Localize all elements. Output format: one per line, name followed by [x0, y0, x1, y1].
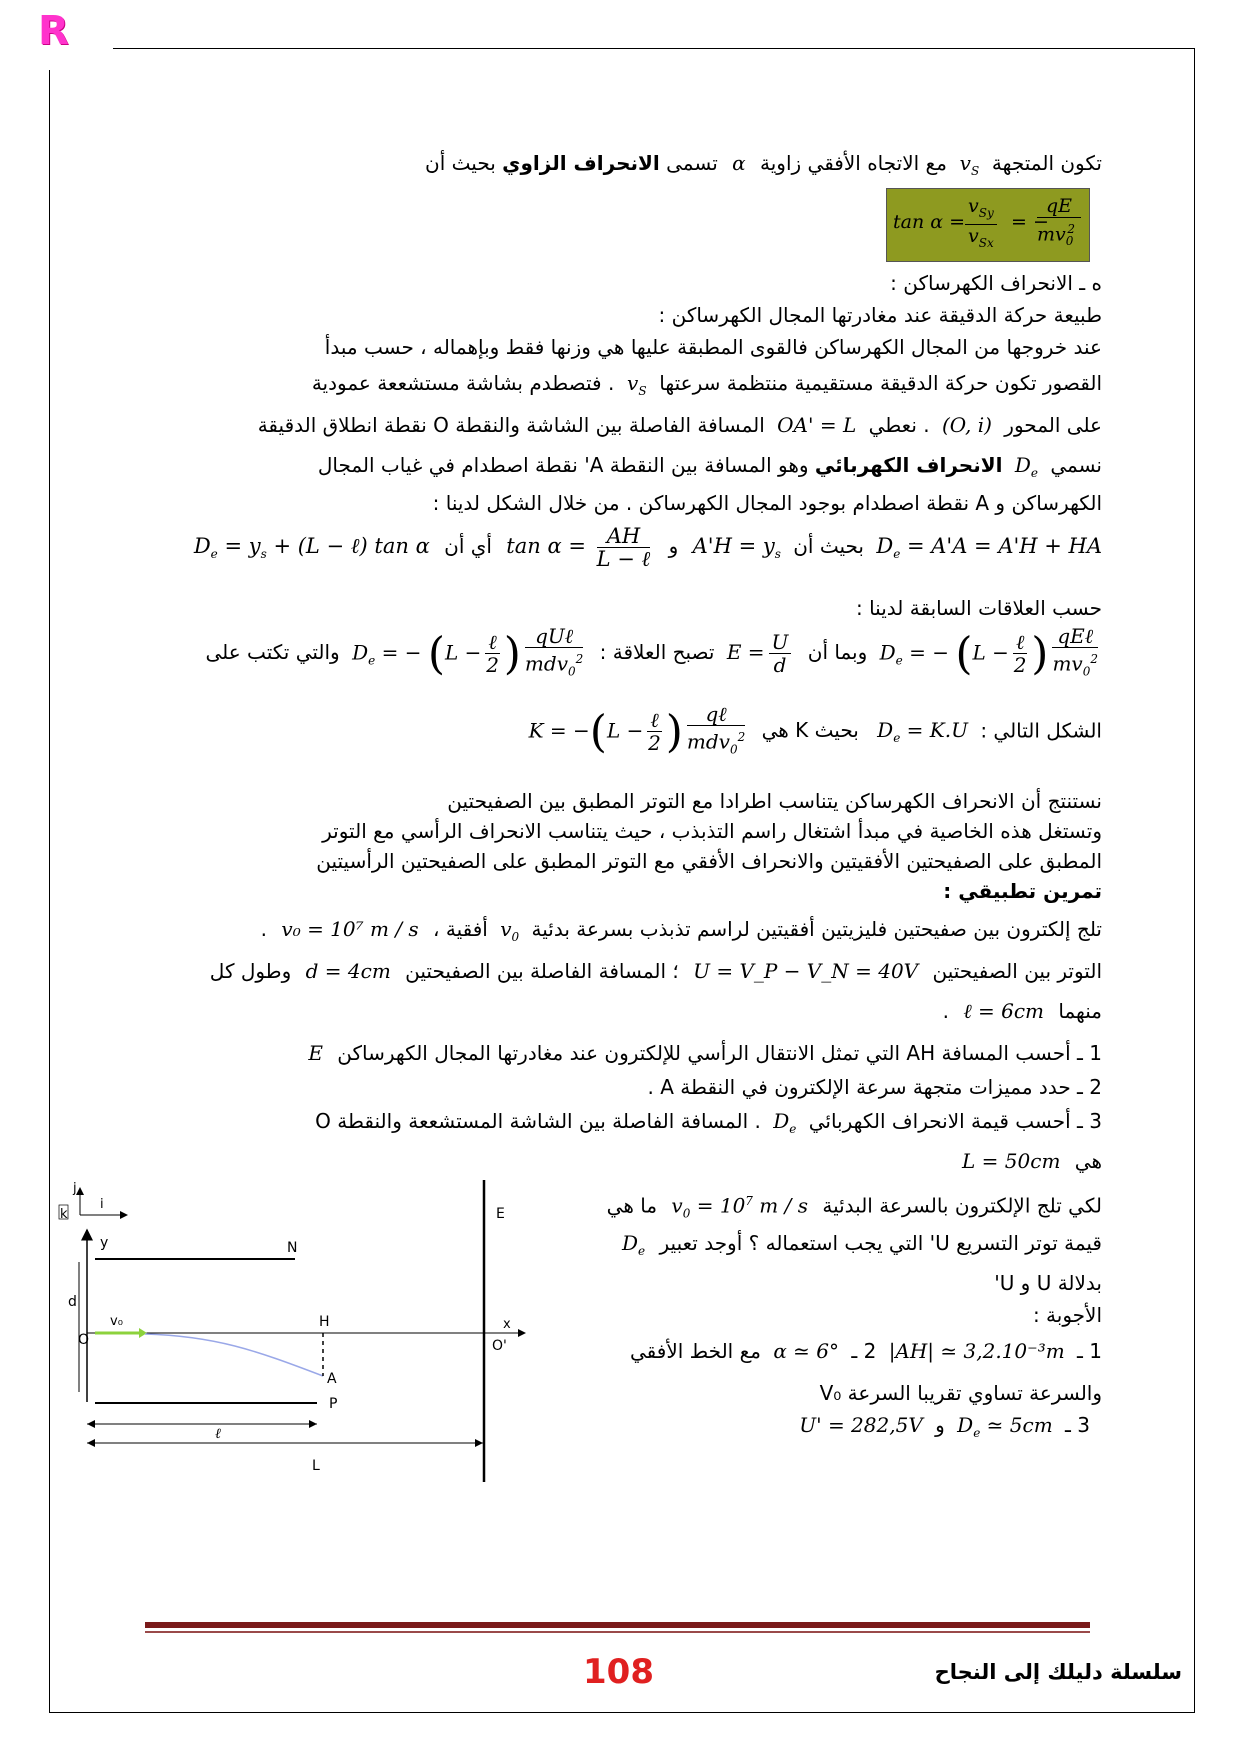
j-label: j [73, 1181, 77, 1196]
para-line-4: نسمي $D_e$ الانحراف الكهربائي وهو المسافة بين النقطة A' نقطة اصطدام في غياب المجال [317, 453, 1102, 480]
series-title: سلسلة دليلك إلى النجاح [934, 1660, 1182, 1684]
k-label: k [60, 1207, 68, 1222]
Oprime-label: O' [492, 1338, 507, 1354]
exercise-line-1: تلج إلكترون بين صفيحتين فليزيتين أفقيتين لراسم تذبذب بسرعة بدئية $v_0$ أفقية ، v₀ = 10⁷ m / s . [260, 917, 1102, 944]
E-label: E [496, 1206, 505, 1222]
relations-line: $D_e$ = − (L − $\frac{\text{ℓ}}{2}$ ) $\frac{\text{qEℓ}}{mv_0^2}$ وبما أن E = $\frac{U}{d}$ تصبح العلاقة : $D_e$ = − (L − $\frac{\text{ℓ}}{2}$ ) $\frac{\text{qUℓ}}{mdv_0^2}$ والتي تكتب على [205, 624, 1098, 680]
top-rule [113, 48, 1195, 49]
deflection-figure [55, 1170, 555, 1490]
answer-1: 1 ـ |AH| ≃ 3,2.10⁻³m 2 ـ α ≃ 6° مع الخط الأفقي [630, 1339, 1102, 1363]
nature-title: طبيعة حركة الدقيقة عند مغادرتها المجال الكهرساكن : [658, 303, 1102, 327]
para-line-1: عند خروجها من المجال الكهرساكن فالقوى المطبقة عليها هي وزنها فقط وبإهماله ، حسب مبدأ [324, 335, 1102, 359]
boxed-formula: tan α = $v_{Sy}$ $v_{Sx}$ = − $\frac{qE}{mv_0^2}$ [886, 188, 1090, 262]
exercise-line-3: منهما ℓ = 6cm . [942, 999, 1102, 1023]
answer-3: 3 ـ $D_e$ ≃ 5cm و U' = 282,5V [799, 1413, 1090, 1440]
i-label: i [100, 1197, 104, 1212]
conclusion-2: وتستغل هذه الخاصية في مبدأ اشتغال راسم التذبذب ، حيث يتناسب الانحراف الرأسي مع التوتر [322, 819, 1102, 843]
v0-label: v₀ [110, 1314, 123, 1329]
para-line-2: القصور تكون حركة الدقيقة مستقيمية منتظمة سرعتها $v_S$ . فتصطدم بشاشة مستشععة عمودية [311, 371, 1102, 398]
answers-title: الأجوبة : [1032, 1303, 1102, 1327]
exercise-title: تمرين تطبيقي : [943, 879, 1102, 903]
A-label: A [327, 1371, 337, 1387]
prev-relations: حسب العلاقات السابقة لدينا : [855, 596, 1102, 620]
conclusion-3: المطبق على الصفيحتين الأفقيتين والانحراف الأفقي مع التوتر المطبق على الصفيحتين الرأسيتين [316, 849, 1102, 873]
question-4c: بدلالة U و U' [994, 1271, 1102, 1295]
d-label: d [68, 1294, 77, 1310]
exercise-line-2: التوتر بين الصفيحتين U = V_P − V_N = 40V ؛ المسافة الفاصلة بين الصفيحتين d = 4cm وطول كل [209, 959, 1102, 983]
right-rule [1194, 48, 1195, 1713]
question-4: لكي تلج الإلكترون بالسرعة البدئية $v_0 = 10^7$ m / s ما هي [606, 1193, 1102, 1221]
left-rule [49, 70, 50, 1713]
para-line-5: الكهرساكن و A نقطة اصطدام بوجود المجال الكهرساكن . من خلال الشكل لدينا : [432, 491, 1102, 515]
question-3: 3 ـ أحسب قيمة الانحراف الكهربائي $D_e$ . المسافة الفاصلة بين الشاشة المستشععة والنقطة O [315, 1109, 1102, 1136]
question-4b: قيمة توتر التسريع U' التي يجب استعماله ؟ أوجد تعبير $D_e$ [622, 1231, 1102, 1258]
N-label: N [287, 1240, 298, 1256]
footer-rule [145, 1622, 1090, 1628]
equation-line: $D_e = A'A = A'H$ + HA بحيث أن $A'H = y_s$ و tan α = $\frac{AH}{\text{L − ℓ}}$ أي أن $D_e = y_s + (L$ − ℓ) tan α [193, 524, 1102, 571]
P-label: P [329, 1396, 338, 1412]
H-label: H [319, 1314, 330, 1330]
L-label: L [312, 1458, 320, 1474]
question-1: 1 ـ أحسب المسافة AH التي تمثل الانتقال الرأسي للإلكترون عند مغادرتها المجال الكهرساكن E [308, 1041, 1102, 1065]
trajectory [145, 1334, 323, 1376]
answer-1b: والسرعة تساوي تقريبا السرعة V₀ [819, 1381, 1102, 1405]
bottom-rule [49, 1712, 1195, 1713]
question-2: 2 ـ حدد مميزات متجهة سرعة الإلكترون في النقطة A . [647, 1075, 1102, 1099]
O-label: O [78, 1332, 90, 1348]
page-number: 108 [583, 1652, 654, 1692]
ell-label: ℓ [215, 1426, 221, 1442]
conclusion-1: نستنتج أن الانحراف الكهرساكن يتناسب اطرادا مع التوتر المطبق بين الصفيحتين [447, 789, 1102, 813]
logo: R [38, 8, 69, 54]
footer-rule-thin [145, 1631, 1090, 1633]
shape-line: الشكل التالي : $D_e = K.U$ بحيث K هي K = −(L − $\frac{\text{ℓ}}{2}$ ) $\frac{\text{qℓ}}{mdv_0^2}$ [528, 702, 1102, 758]
para-line-3: على المحور (O, i) . نعطي OA' = L المسافة الفاصلة بين الشاشة والنقطة O نقطة انطلاق الدقيقة [257, 413, 1102, 437]
question-3b: هي L = 50cm [962, 1149, 1102, 1173]
definition-line: تكون المتجهة $v_S$ مع الاتجاه الأفقي زاوية α تسمى الانحراف الزاوي بحيث أن [425, 151, 1102, 178]
x-label: x [503, 1317, 511, 1332]
section-heading: ه ـ الانحراف الكهرساكن : [890, 271, 1102, 295]
y-label: y [100, 1235, 109, 1251]
